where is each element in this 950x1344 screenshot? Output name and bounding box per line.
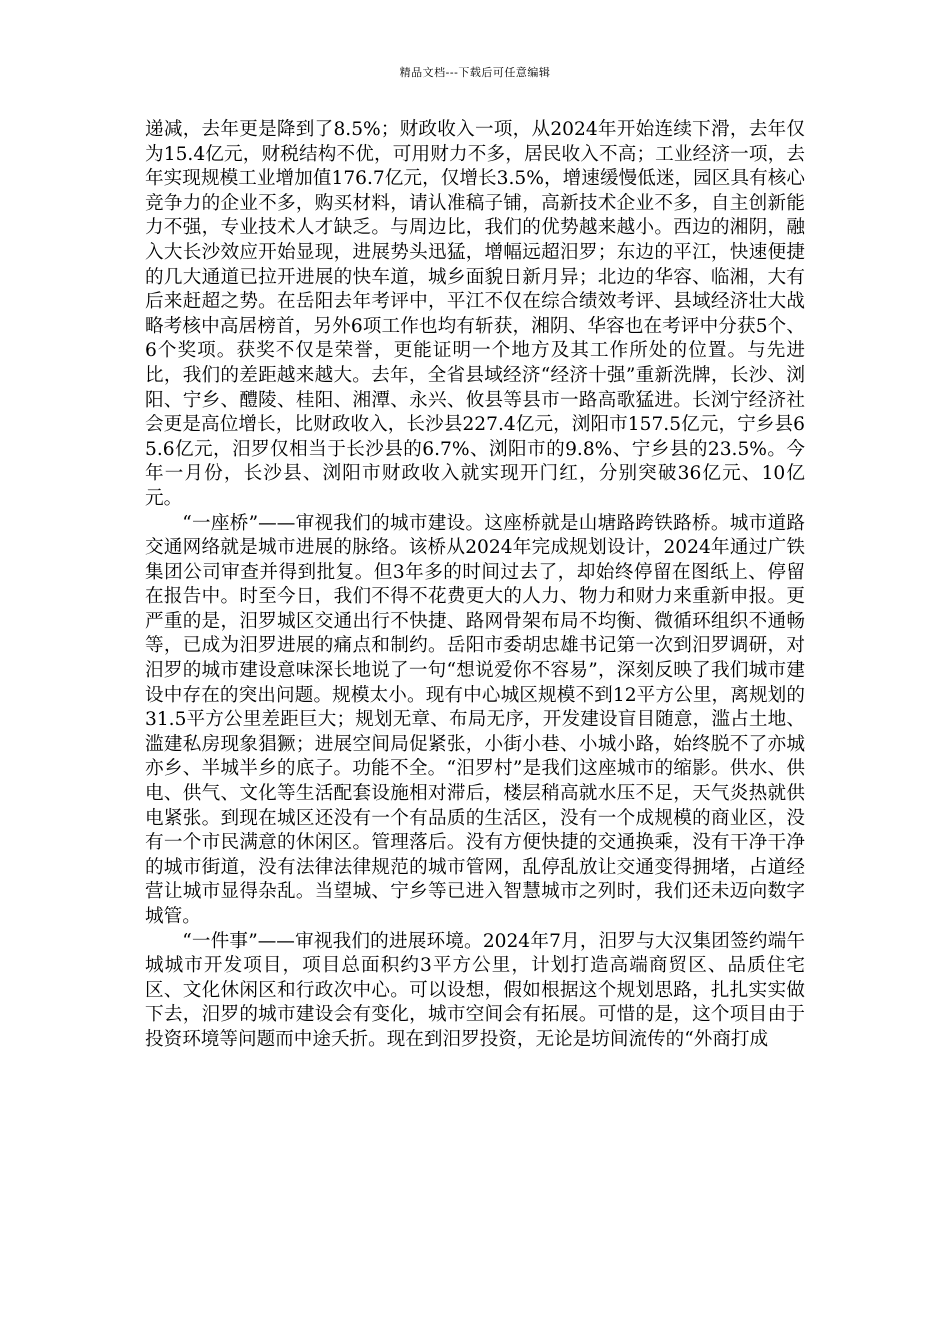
page-header: 精品文档---下载后可任意编辑	[399, 66, 551, 79]
paragraph-development-environment: “一件事”——审视我们的进展环境。2024年7月，汨罗与大汉集团签约端午城城市开发项目，项目总面积约3平方公里，计划打造高端商贸区、品质住宅区、文化休闲区和行政次中心。可以设想，假如根据这个规划思路，扎扎实实做下去，汨罗的城市建设会有变化，城市空间会有拓展。可惜的是，这个项目由于投资环境等问题而中途夭折。现在到汨罗投资，无论是坊间流传的“外商打成	[145, 930, 805, 1050]
document-body	[145, 118, 805, 1053]
paragraph-economy: 递减，去年更是降到了8.5%；财政收入一项，从2024年开始连续下滑，去年仅为15.4亿元，财税结构不优，可用财力不多，居民收入不高；工业经济一项，去年实现规模工业增加值176.7亿元，仅增长3.5%，增速缓慢低迷，园区具有核心竞争力的企业不多，购买材料，请认准稿子铺，高新技术企业不多，自主创新能力不强，专业技术人才缺乏。与周边比，我们的优势越来越小。西边的湘阴，融入大长沙效应开始显现，进展势头迅猛，增幅远超汨罗；东边的平江，快速便捷的几大通道已拉开进展的快车道，城乡面貌日新月异；北边的华容、临湘，大有后来赶超之势。在岳阳去年考评中，平江不仅在综合绩效考评、县域经济壮大战略考核中高居榜首，另外6项工作也均有斩获，湘阴、华容也在考评中分获5个、6个奖项。获奖不仅是荣誉，更能证明一个地方及其工作所处的位置。与先进比，我们的差距越来越大。去年，全省县域经济“经济十强”重新洗牌，长沙、浏阳、宁乡、醴陵、桂阳、湘潭、永兴、攸县等县市一路高歌猛进。长浏宁经济社会更是高位增长，比财政收入，长沙县227.4亿元，浏阳市157.5亿元，宁乡县65.6亿元，汨罗仅相当于长沙县的6.7%、浏阳市的9.8%、宁乡县的23.5%。今年一月份，长沙县、浏阳市财政收入就实现开门红，分别突破36亿元、10亿元。	[145, 119, 805, 509]
paragraph-city-construction: “一座桥”——审视我们的城市建设。这座桥就是山塘路跨铁路桥。城市道路交通网络就是城市进展的脉络。该桥从2024年完成规划设计，2024年通过广铁集团公司审查并得到批复。但3年多的时间过去了，却始终停留在图纸上、停留在报告中。时至今日，我们不得不花费更大的人力、物力和财力来重新申报。更严重的是，汨罗城区交通出行不快捷、路网骨架布局不均衡、微循环组织不通畅等，已成为汨罗进展的痛点和制约。岳阳市委胡忠雄书记第一次到汨罗调研，对汨罗的城市建设意味深长地说了一句“想说爱你不容易”，深刻反映了我们城市建设中存在的突出问题。规模太小。现有中心城区规模不到12平方公里，离规划的31.5平方公里差距巨大；规划无章、布局无序，开发建设盲目随意，滥占土地、滥建私房现象猖獗；进展空间局促紧张，小街小巷、小城小路，始终脱不了亦城亦乡、半城半乡的底子。功能不全。“汨罗村”是我们这座城市的缩影。供水、供电、供气、文化等生活配套设施相对滞后，楼层稍高就水压不足，天气炎热就供电紧张。到现在城区还没有一个有品质的生活区，没有一个成规模的商业区，没有一个市民满意的休闲区。管理落后。没有方便快捷的交通换乘，没有干净干净的城市街道，没有法律法律规范的城市管网，乱停乱放让交通变得拥堵，占道经营让城市显得杂乱。当望城、宁乡等已进入智慧城市之列时，我们还未迈向数字城管。	[145, 512, 805, 927]
